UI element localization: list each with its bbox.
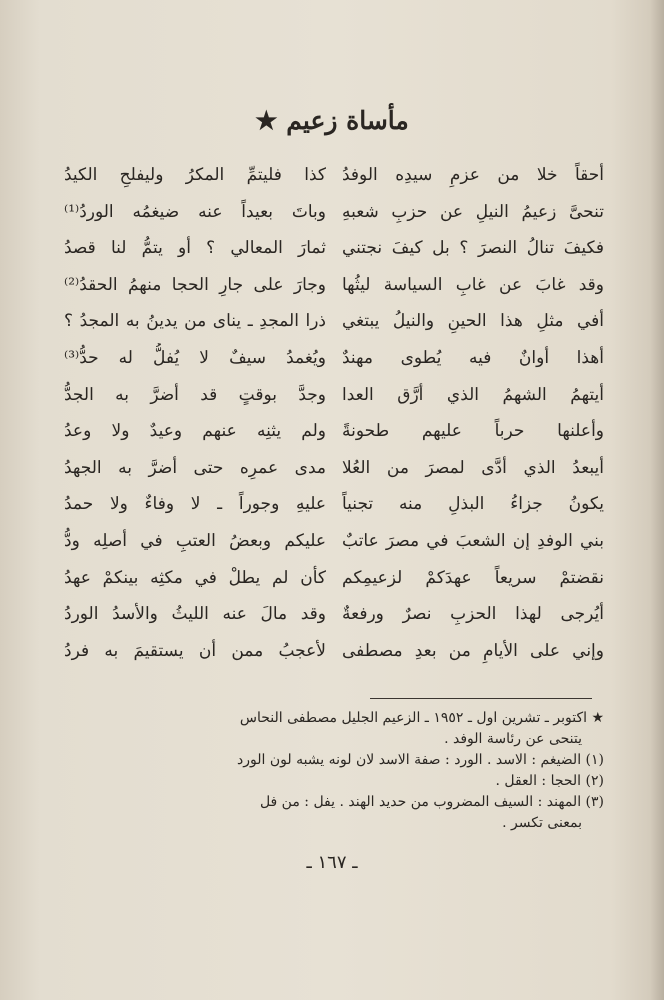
verse-second-hemistich: كأن لم يطلْ في مكثِه بينكمْ عهدُ bbox=[64, 567, 326, 588]
verse-first-hemistich: نقضتمْ سريعاً عهدَكمْ لزعيمِكم bbox=[342, 567, 604, 588]
footnotes bbox=[64, 708, 604, 834]
footnote-line: (١) الضيغم : الاسد . الورد : صفة الاسد لان لونه يشبه لون الورد bbox=[237, 752, 604, 768]
verse-second-hemistich: ويُغمدُ سيفٌ لا يُفلُّ له حدُّ⁽³⁾ bbox=[64, 348, 326, 368]
verse-second-hemistich: عليهِ وجوراً ـ لا وفاءٌ ولا حمدُ bbox=[64, 494, 326, 515]
verse-second-hemistich: عليكم وبعضُ العتبِ في أصلِه ودُّ bbox=[64, 531, 326, 551]
footnote-line: (٢) الحجا : العقل . bbox=[495, 773, 604, 789]
verse-first-hemistich: أفي مثلِ هذا الحينِ والنيلُ يبتغي bbox=[342, 311, 604, 332]
verse-line bbox=[64, 636, 604, 680]
verse-first-hemistich: أهذا أوانٌ فيه يُطوى مهندٌ bbox=[342, 348, 604, 368]
footnote-line: يتنحى عن رئاسة الوفد . bbox=[444, 731, 582, 747]
footnote-line: (٣) المهند : السيف المضروب من حديد الهند . يفل : من فل bbox=[259, 794, 604, 810]
verse-second-hemistich: وقد مالَ عنه الليثُ والأسدُ الوردُ bbox=[64, 604, 326, 625]
poem-body bbox=[64, 160, 604, 680]
verse-first-hemistich: فكيفَ تنالُ النصرَ ؟ بل كيفَ نجتني bbox=[342, 238, 604, 259]
page-number: ـ ١٦٧ ـ bbox=[306, 852, 358, 873]
verse-first-hemistich: يكونُ جزاءُ البذلِ منه تجنياً bbox=[342, 494, 604, 515]
footnote-divider bbox=[370, 698, 592, 699]
verse-first-hemistich: وقد غابَ عن غابِ السياسة ليثُها bbox=[342, 274, 604, 295]
verse-first-hemistich: بني الوفدِ إن الشعبَ في مصرَ عاتبٌ bbox=[342, 531, 604, 551]
poem-title: مأساة زعيم ★ bbox=[255, 106, 409, 135]
verse-second-hemistich: وباتَ بعيداً عنه ضيغمُه الوردُ⁽¹⁾ bbox=[64, 201, 326, 222]
verse-first-hemistich: أيتهمُ الشهمُ الذي أرَّق العدا bbox=[342, 384, 604, 405]
verse-first-hemistich: تنحىَّ زعيمُ النيلِ عن حزبِ شعبهِ bbox=[342, 201, 604, 222]
verse-first-hemistich: وإني على الأيامِ من بعدِ مصطفى bbox=[342, 640, 604, 661]
verse-second-hemistich: وجدَّ بوقتٍ قد أضرَّ به الجدُّ bbox=[64, 384, 326, 405]
verse-second-hemistich: ثمارَ المعالي ؟ أو يتمُّ لنا قصدُ bbox=[64, 238, 326, 259]
verse-second-hemistich: كذا فليتمِّ المكرُ وليفلحِ الكيدُ bbox=[64, 165, 326, 185]
verse-second-hemistich: لأعجبُ ممن أن يستقيمَ به فردُ bbox=[64, 640, 326, 661]
verse-first-hemistich: وأعلنها حرباً عليهم طحونةً bbox=[342, 421, 604, 442]
verse-first-hemistich: أيُرجى لهذا الحزبِ نصرٌ ورفعةٌ bbox=[342, 604, 604, 625]
verse-second-hemistich: وجارَ على جارِ الحجا منهمُ الحقدُ⁽²⁾ bbox=[64, 274, 326, 295]
verse-second-hemistich: ذرا المجدِ ـ يناى من يدينُ به المجدُ ؟ bbox=[64, 311, 326, 332]
footnote-line: ★ اكتوبر ـ تشرين اول ـ ١٩٥٢ ـ الزعيم الجليل مصطفى النحاس bbox=[239, 710, 604, 726]
page-spine-shadow bbox=[650, 0, 664, 1000]
verse-first-hemistich: أحقاً خلا من عزمِ سيدِه الوفدُ bbox=[342, 165, 604, 185]
verse-second-hemistich: ولم يثنِه عنهم وعيدٌ ولا وعدُ bbox=[64, 421, 326, 442]
footnote-line: بمعنى تكسر . bbox=[502, 815, 582, 831]
verse-second-hemistich: مدى عمرِه حتى أضرَّ به الجهدُ bbox=[64, 457, 326, 478]
verse-first-hemistich: أيبعدُ الذي أدَّى لمصرَ من العُلا bbox=[342, 457, 604, 478]
